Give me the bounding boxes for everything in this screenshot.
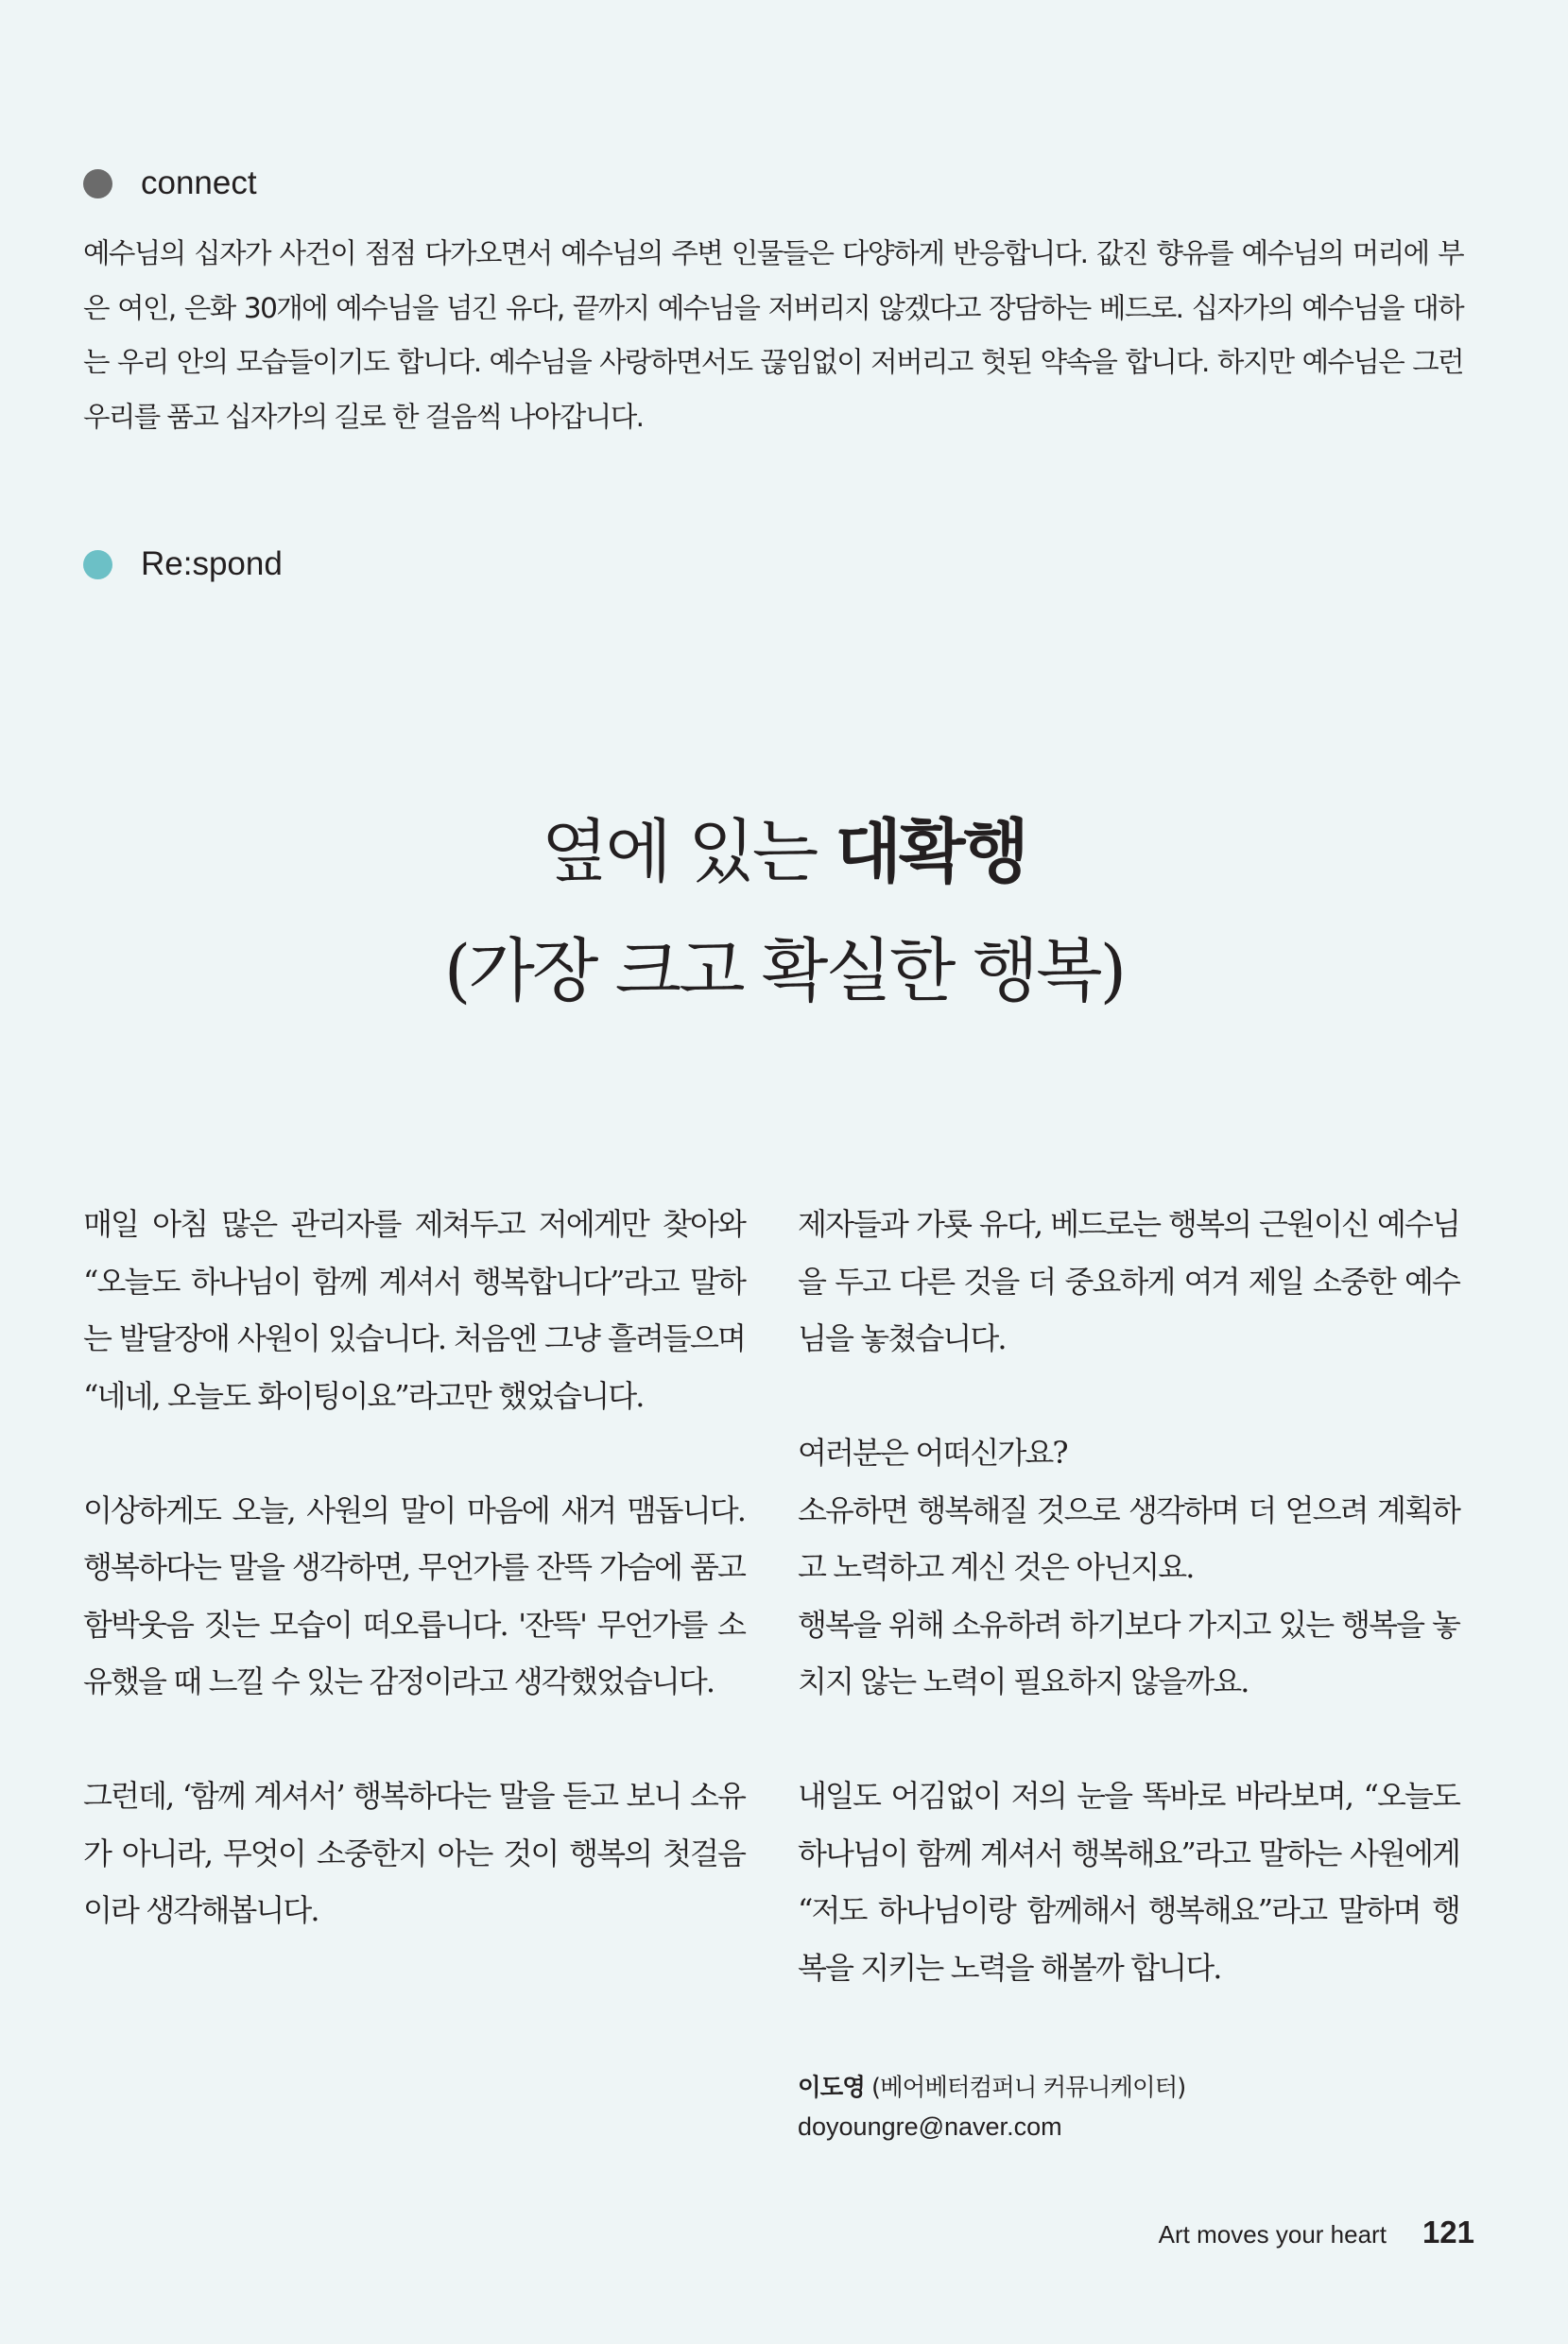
gray-bullet-icon <box>83 169 112 198</box>
article-title <box>0 792 1568 1031</box>
respond-label: Re:spond <box>141 545 283 582</box>
page-number: 121 <box>1422 2215 1474 2249</box>
page-footer <box>1159 2215 1474 2250</box>
footer-tagline: Art moves your heart <box>1158 2220 1387 2249</box>
author-name: 이도영 <box>798 2074 865 2102</box>
author-byline <box>798 2069 1185 2146</box>
left-paragraph-1: 매일 아침 많은 관리자를 제쳐두고 저에게만 찾아와 “오늘도 하나님이 함께 계셔서 행복합니다”라고 말하는 발달장애 사원이 있습니다. 처음엔 그냥 흘려들으며 “네네, 오늘도 화이팅이요”라고만 했었습니다. <box>83 1206 745 1414</box>
title-line2: (가장 크고 확실한 행복) <box>443 931 1125 1011</box>
teal-bullet-icon <box>83 550 112 579</box>
right-paragraph-1: 제자들과 가룟 유다, 베드로는 행복의 근원이신 예수님을 두고 다른 것을 더 중요하게 여겨 제일 소중한 예수님을 놓쳤습니다. <box>798 1206 1459 1356</box>
connect-body-text: 예수님의 십자가 사건이 점점 다가오면서 예수님의 주변 인물들은 다양하게 반응합니다. 값진 향유를 예수님의 머리에 부은 여인, 은화 30개에 예수님을 넘긴 유다, 끝까지 예수님을 저버리지 않겠다고 장담하는 베드로. 십자가의 예수님을 대하는 우리 안의 모습들이기도 합니다. 예수님을 사랑하면서도 끊임없이 저버리고 헛된 약속을 합니다. 하지만 예수님은 그런 우리를 품고 십자가의 길로 한 걸음씩 나아갑니다. <box>83 237 1463 433</box>
title-line1-bold: 대확행 <box>835 811 1027 892</box>
right-paragraph-2-line-2: 소유하면 행복해질 것으로 생각하며 더 얻으려 계획하고 노력하고 계신 것은 아닌지요. <box>798 1491 1459 1585</box>
right-paragraph-2-line-3: 행복을 위해 소유하려 하기보다 가지고 있는 행복을 놓치지 않는 노력이 필요하지 않을까요. <box>798 1606 1459 1699</box>
connect-section-header <box>83 164 257 202</box>
respond-section-header <box>83 545 283 583</box>
left-paragraph-2: 이상하게도 오늘, 사원의 말이 마음에 새겨 맴돕니다. 행복하다는 말을 생각하면, 무언가를 잔뜩 가슴에 품고 함박웃음 짓는 모습이 떠오릅니다. '잔뜩' 무언가를 소유했을 때 느낄 수 있는 감정이라고 생각했었습니다. <box>83 1491 745 1699</box>
right-paragraph-3: 내일도 어김없이 저의 눈을 똑바로 바라보며, “오늘도 하나님이 함께 계셔서 행복해요”라고 말하는 사원에게 “저도 하나님이랑 함께해서 행복해요”라고 말하며 행복을 지키는 노력을 해볼까 합니다. <box>798 1778 1459 1986</box>
article-left-column <box>83 1196 745 1939</box>
connect-label: connect <box>141 164 257 201</box>
author-role: (베어베터컴퍼니 커뮤니케이터) <box>871 2074 1186 2102</box>
right-paragraph-2-line-1: 여러분은 어떠신가요? <box>798 1435 1067 1471</box>
author-email: doyoungre@naver.com <box>798 2112 1062 2141</box>
left-paragraph-3: 그런데, ‘함께 계셔서’ 행복하다는 말을 듣고 보니 소유가 아니라, 무엇이 소중한지 아는 것이 행복의 첫걸음이라 생각해봅니다. <box>83 1778 745 1928</box>
article-right-column <box>798 1196 1459 1996</box>
title-line1-regular: 옆에 있는 <box>541 812 836 892</box>
right-paragraph-2 <box>798 1424 1459 1711</box>
